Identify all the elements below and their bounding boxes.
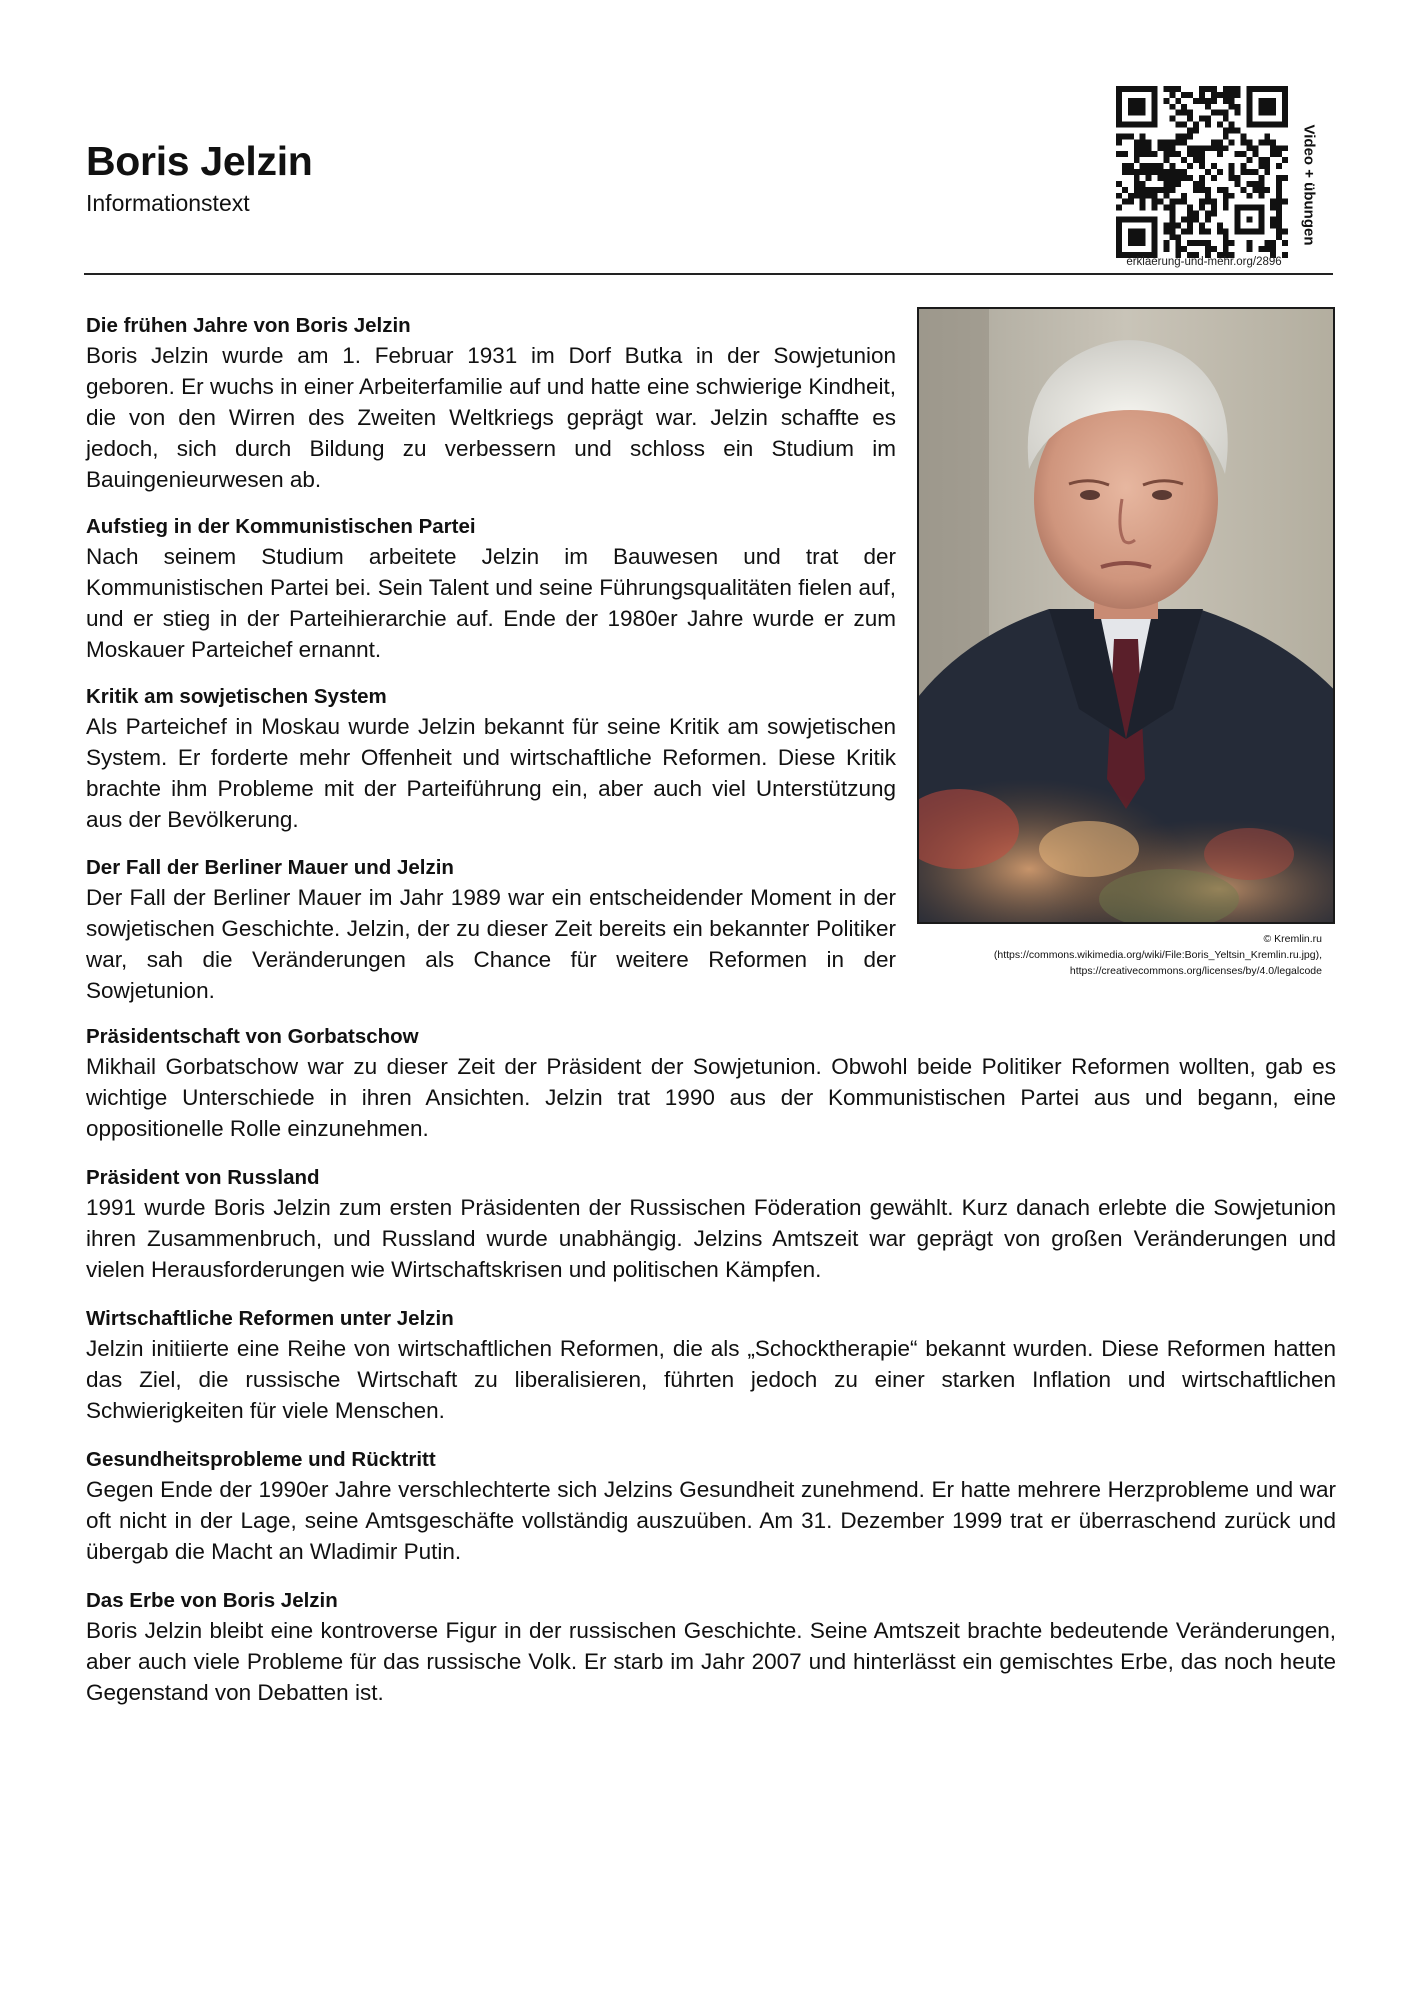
qr-url[interactable]: erklaerung-und-mehr.org/2896 [1126, 256, 1282, 268]
section-heading: Präsidentschaft von Gorbatschow [86, 1025, 419, 1048]
section-text: Gegen Ende der 1990er Jahre verschlechterte sich Jelzins Gesundheit zunehmend. Er hatte mehrere Herzprobleme und war oft nicht in der Lage, seine Amtsgeschäfte vollständig auszuüben. Am 31. Dezember 1999 trat er überraschend zurück und übergab die Macht an Wladimir Putin. [86, 1477, 1336, 1564]
section-text: Mikhail Gorbatschow war zu dieser Zeit der Präsident der Sowjetunion. Obwohl beide Politiker Reformen wollten, gab es wichtige Unterschiede in ihren Ansichten. Jelzin trat 1990 aus der Kommunistischen Partei aus und begann, eine oppositionelle Rolle einzunehmen. [86, 1054, 1336, 1141]
section-text: Als Parteichef in Moskau wurde Jelzin bekannt für seine Kritik am sowjetischen System. Er forderte mehr Offenheit und wirtschaftliche Reformen. Diese Kritik brachte ihm Probleme mit der Parteiführung ein, aber auch viel Unterstützung aus der Bevölkerung. [86, 714, 896, 832]
section-text: 1991 wurde Boris Jelzin zum ersten Präsidenten der Russischen Föderation gewählt. Kurz danach erlebte die Sowjetunion ihren Zusammenbruch, und Russland wurde unabhängig. Jelzins Amtszeit war geprägt von großen Veränderungen und vielen Herausforderungen wie Wirtschaftskrisen und politischen Kämpfen. [86, 1195, 1336, 1282]
section-heading: Präsident von Russland [86, 1166, 320, 1189]
qr-code[interactable] [1116, 86, 1288, 258]
section-fruehe-jahre [86, 312, 896, 495]
page-subtitle: Informationstext [86, 190, 250, 216]
section-heading: Gesundheitsprobleme und Rücktritt [86, 1448, 436, 1471]
section-heading: Kritik am sowjetischen System [86, 685, 387, 708]
section-heading: Der Fall der Berliner Mauer und Jelzin [86, 856, 454, 879]
photo-credit: © Kremlin.ru (https://commons.wikimedia.org/wiki/File:Boris_Yeltsin_Kremlin.ru.jpg), https://creativecommons.org/licenses/by/4.0/legalcode [993, 933, 1322, 977]
section-text: Jelzin initiierte eine Reihe von wirtschaftlichen Reformen, die als „Schocktherapie“ bekannt wurden. Diese Reformen hatten das Ziel, die russische Wirtschaft zu liberalisieren, führten jedoch zu einer starken Inflation und wirtschaftlichen Schwierigkeiten für viele Menschen. [86, 1336, 1336, 1423]
section-heading: Das Erbe von Boris Jelzin [86, 1589, 338, 1612]
section-aufstieg [86, 513, 896, 665]
section-heading: Aufstieg in der Kommunistischen Partei [86, 515, 476, 538]
section-praesident-russland [86, 1164, 1336, 1285]
section-text: Boris Jelzin bleibt eine kontroverse Figur in der russischen Geschichte. Seine Amtszeit brachte bedeutende Veränderungen, aber auch viele Probleme für das russische Volk. Er starb im Jahr 2007 und hinterlässt ein gemischtes Erbe, das noch heute Gegenstand von Debatten ist. [86, 1618, 1336, 1705]
section-text: Der Fall der Berliner Mauer im Jahr 1989 war ein entscheidender Moment in der sowjetischen Geschichte. Jelzin, der zu dieser Zeit bereits ein bekannter Politiker war, sah die Veränderungen als Chance für weitere Reformen in der Sowjetunion. [86, 885, 896, 1003]
section-heading: Wirtschaftliche Reformen unter Jelzin [86, 1307, 454, 1330]
section-berliner-mauer [86, 854, 896, 1006]
header-divider [84, 273, 1333, 275]
section-heading: Die frühen Jahre von Boris Jelzin [86, 314, 411, 337]
section-text: Nach seinem Studium arbeitete Jelzin im Bauwesen und trat der Kommunistischen Partei bei. Sein Talent und seine Führungsqualitäten fielen auf, und er stieg in der Parteihierarchie auf. Ende der 1980er Jahre wurde er zum Moskauer Parteichef ernannt. [86, 544, 896, 662]
portrait-photo [917, 307, 1335, 924]
page-title: Boris Jelzin [86, 138, 313, 184]
qr-side-label: Video + übungen [1300, 124, 1318, 246]
section-gesundheit [86, 1446, 1336, 1567]
section-wirtschaftliche-reformen [86, 1305, 1336, 1426]
section-kritik [86, 683, 896, 835]
section-text: Boris Jelzin wurde am 1. Februar 1931 im Dorf Butka in der Sowjetunion geboren. Er wuchs in einer Arbeiterfamilie auf und hatte eine schwierige Kindheit, die von den Wirren des Zweiten Weltkriegs geprägt war. Jelzin schaffte es jedoch, sich durch Bildung zu verbessern und schloss ein Studium im Bauingenieurwesen ab. [86, 343, 896, 492]
section-gorbatschow [86, 1023, 1336, 1144]
section-erbe [86, 1587, 1336, 1708]
